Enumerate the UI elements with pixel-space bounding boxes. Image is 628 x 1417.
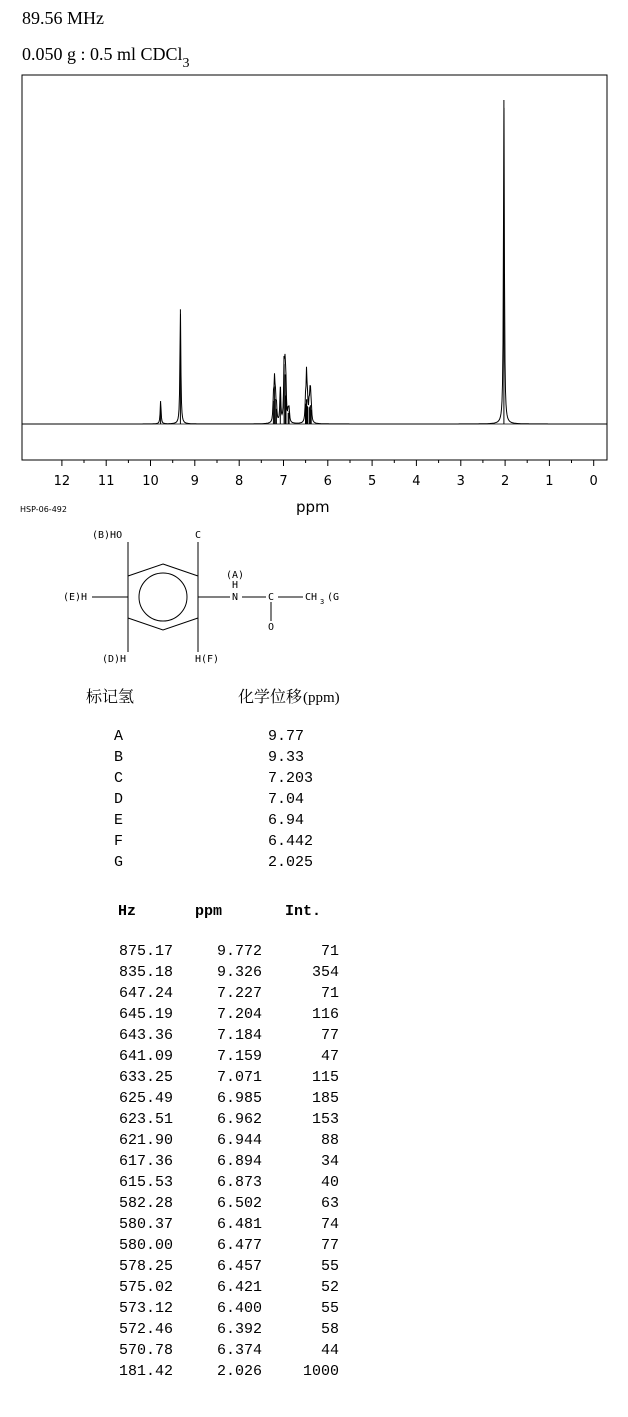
peak-hz: 625.49	[118, 1090, 173, 1107]
peak-hz: 835.18	[118, 964, 173, 981]
peak-ppm: 6.421	[216, 1279, 262, 1296]
spectrum-code: HSP-06-492	[20, 505, 67, 514]
nmr-spectrum-chart	[0, 0, 628, 520]
label-h-f: H(F)	[195, 654, 220, 665]
peak-ppm: 2.026	[216, 1363, 262, 1380]
peak-ppm: 7.159	[216, 1048, 262, 1065]
peak-int: 40	[320, 1174, 339, 1191]
x-tick-label: 2	[500, 474, 510, 489]
label-b-ho: (B)HO	[92, 530, 123, 541]
peak-hz: 617.36	[118, 1153, 173, 1170]
x-tick-label: 3	[456, 474, 465, 489]
assignment-shift: 9.77	[268, 728, 305, 745]
peak-int: 55	[320, 1258, 339, 1275]
peak-ppm: 6.502	[216, 1195, 262, 1212]
plot-frame	[22, 75, 607, 460]
assignment-shift: 6.94	[268, 812, 305, 829]
peak-hz: 573.12	[118, 1300, 173, 1317]
peak-ppm: 6.477	[216, 1237, 262, 1254]
peak-hz: 615.53	[118, 1174, 173, 1191]
label-a: (A)	[226, 570, 245, 581]
peak-hz: 570.78	[118, 1342, 173, 1359]
peak-ppm: 9.326	[216, 964, 262, 981]
x-tick-label: 4	[412, 474, 421, 489]
assignment-shift: 7.04	[268, 791, 305, 808]
label-ch3-sub: 3	[320, 598, 325, 606]
peak-int: 153	[311, 1111, 339, 1128]
peak-hz: 641.09	[118, 1048, 173, 1065]
label-ch3: CH	[305, 592, 318, 603]
x-axis-label: ppm	[296, 498, 330, 516]
x-tick-label: 10	[142, 474, 159, 489]
assignment-shift: 2.025	[268, 854, 314, 871]
x-tick-label: 7	[279, 474, 288, 489]
peak-int: 116	[311, 1006, 339, 1023]
peak-int: 71	[320, 985, 339, 1002]
aromatic-circle	[139, 573, 187, 621]
molecular-structure	[0, 520, 628, 680]
peak-ppm: 7.071	[216, 1069, 262, 1086]
assignment-shift: 6.442	[268, 833, 314, 850]
peak-hz: 580.37	[118, 1216, 173, 1233]
peak-int: 44	[320, 1342, 339, 1359]
x-tick-label: 0	[589, 474, 598, 489]
peak-hz: 181.42	[118, 1363, 173, 1380]
peak-int: 88	[320, 1132, 339, 1149]
peak-int: 77	[320, 1237, 339, 1254]
label-h-c: C	[195, 530, 202, 541]
assignment-label: C	[114, 770, 124, 787]
peak-ppm: 7.227	[216, 985, 262, 1002]
assignment-label: D	[114, 791, 124, 808]
peak-int: 63	[320, 1195, 339, 1212]
peak-lines	[161, 100, 504, 424]
assignment-shift: 7.203	[268, 770, 314, 787]
peak-int: 71	[320, 943, 339, 960]
assignment-header-unit: (ppm)	[303, 690, 340, 706]
assignment-shift: 9.33	[268, 749, 305, 766]
shift-assignment-table	[0, 680, 628, 880]
peak-hz: 623.51	[118, 1111, 173, 1128]
peak-table	[0, 895, 628, 1395]
peak-int: 354	[311, 964, 339, 981]
peak-int: 34	[320, 1153, 339, 1170]
peak-int: 115	[311, 1069, 339, 1086]
peak-header-hz: Hz	[118, 903, 137, 920]
peak-hz: 580.00	[118, 1237, 173, 1254]
peak-ppm: 7.184	[216, 1027, 262, 1044]
peak-ppm: 6.392	[216, 1321, 262, 1338]
label-e-h: (E)H	[63, 592, 88, 603]
x-tick-label: 11	[97, 474, 115, 489]
x-tick-label: 1	[545, 474, 554, 489]
spectrum-trace	[22, 108, 607, 424]
label-a-h: H	[232, 580, 239, 591]
peak-int: 185	[311, 1090, 339, 1107]
assignment-header-shift: 化学位移	[238, 687, 303, 706]
assignment-header-label: 标记氢	[86, 687, 135, 706]
x-tick-label: 9	[190, 474, 199, 489]
assignment-label: G	[114, 854, 124, 871]
peak-ppm: 6.374	[216, 1342, 262, 1359]
peak-ppm: 6.944	[216, 1132, 262, 1149]
peak-ppm: 6.894	[216, 1153, 262, 1170]
x-tick-label: 8	[235, 474, 244, 489]
peak-hz: 633.25	[118, 1069, 173, 1086]
peak-int: 52	[320, 1279, 339, 1296]
peak-int: 58	[320, 1321, 339, 1338]
peak-int: 55	[320, 1300, 339, 1317]
peak-hz: 645.19	[118, 1006, 173, 1023]
peak-hz: 572.46	[118, 1321, 173, 1338]
peak-ppm: 9.772	[216, 943, 262, 960]
label-o: O	[268, 622, 275, 633]
peak-ppm: 6.400	[216, 1300, 262, 1317]
label-d-h: (D)H	[102, 654, 127, 665]
spectrometer-frequency: 89.56 MHz	[22, 8, 104, 28]
peak-hz: 621.90	[118, 1132, 173, 1149]
peak-ppm: 6.873	[216, 1174, 262, 1191]
sample-text: 0.050 g : 0.5 ml CDCl	[22, 44, 183, 64]
peak-ppm: 6.481	[216, 1216, 262, 1233]
peak-hz: 647.24	[118, 985, 173, 1002]
assignment-label: F	[114, 833, 124, 850]
peak-hz: 578.25	[118, 1258, 173, 1275]
sample-subscript: 3	[182, 56, 190, 71]
x-axis-ticks	[54, 460, 598, 489]
x-tick-label: 5	[367, 474, 377, 489]
peak-ppm: 6.985	[216, 1090, 262, 1107]
peak-hz: 875.17	[118, 943, 173, 960]
x-tick-label: 6	[323, 474, 332, 489]
peak-header-int: Int.	[285, 903, 322, 920]
peak-int: 47	[320, 1048, 339, 1065]
peak-int: 77	[320, 1027, 339, 1044]
assignment-label: B	[114, 749, 124, 766]
label-n: N	[232, 592, 239, 603]
label-g: (G	[327, 592, 340, 603]
peak-int: 1000	[302, 1363, 339, 1380]
peak-hz: 643.36	[118, 1027, 173, 1044]
label-carbonyl-c: C	[268, 592, 275, 603]
peak-int: 74	[320, 1216, 339, 1233]
peak-hz: 582.28	[118, 1195, 173, 1212]
peak-header-ppm: ppm	[195, 903, 223, 920]
assignment-label: E	[114, 812, 124, 829]
peak-ppm: 6.962	[216, 1111, 262, 1128]
assignment-label: A	[114, 728, 124, 745]
peak-ppm: 7.204	[216, 1006, 262, 1023]
peak-ppm: 6.457	[216, 1258, 262, 1275]
x-tick-label: 12	[53, 474, 71, 489]
peak-hz: 575.02	[118, 1279, 173, 1296]
